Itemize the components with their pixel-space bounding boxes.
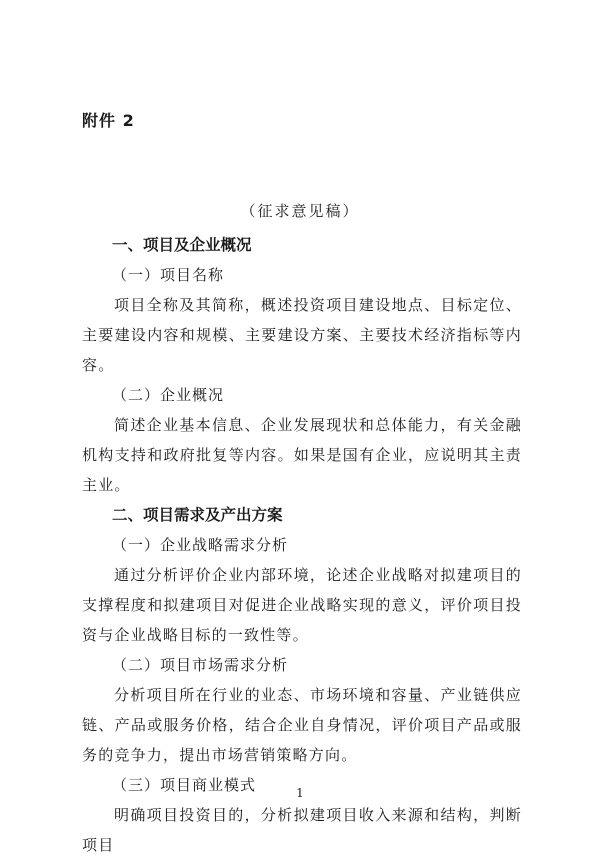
section-heading-2: 二、项目需求及产出方案 xyxy=(112,506,283,524)
attachment-label: 附件 2 xyxy=(82,111,135,130)
paragraph-1-1: 项目全称及其简称，概述投资项目建设地点、目标定位、主要建设内容和规模、主要建设方案、主要技术经济指标等内容。 xyxy=(82,296,522,374)
page-number: 1 xyxy=(296,786,304,800)
paragraph-2-1: 通过分析评价企业内部环境，论述企业战略对拟建项目的支撑程度和拟建项目对促进企业战略实现的意义，评价项目投资与企业战略目标的一致性等。 xyxy=(82,566,522,644)
document-body xyxy=(82,230,522,860)
section-heading-1: 一、项目及企业概况 xyxy=(112,236,252,254)
paragraph-2-3: 明确项目投资目的，分析拟建项目收入来源和结构，判断项目 xyxy=(82,806,522,854)
subsection-heading-2-2: （二）项目市场需求分析 xyxy=(112,656,289,674)
subsection-heading-2-3: （三）项目商业模式 xyxy=(112,776,257,794)
paragraph-2-2: 分析项目所在行业的业态、市场环境和容量、产业链供应链、产品或服务价格，结合企业自身情况，评价项目产品或服务的竞争力，提出市场营销策略方向。 xyxy=(82,686,522,764)
paragraph-1-2: 简述企业基本信息、企业发展现状和总体能力，有关金融机构支持和政府批复等内容。如果是国有企业，应说明其主责主业。 xyxy=(82,416,522,494)
subsection-heading-1-1: （一）项目名称 xyxy=(112,266,225,284)
subsection-heading-1-2: （二）企业概况 xyxy=(112,386,225,404)
draft-note: （征求意见稿） xyxy=(240,202,360,220)
subsection-heading-2-1: （一）企业战略需求分析 xyxy=(112,536,289,554)
